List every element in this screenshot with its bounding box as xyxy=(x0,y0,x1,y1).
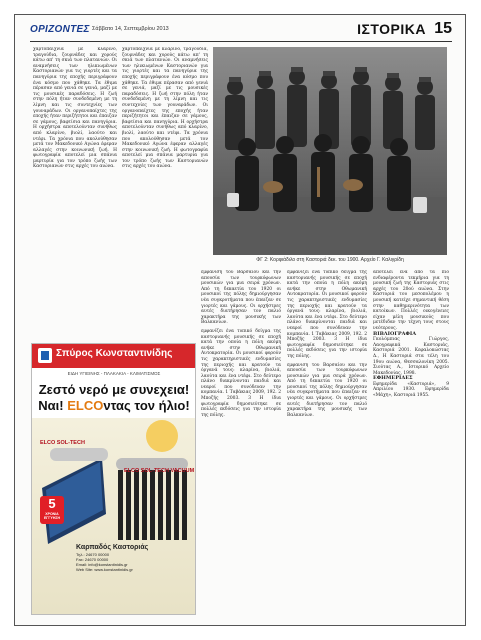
newspaper-brand: ΟΡΙΖΟΝΤΕΣ xyxy=(30,24,90,35)
article-column-3 xyxy=(287,270,367,615)
column-3-text-b: εμφανιση του Βαρσαίου και την απουσία των τουρκόφωνων μουσικών για μια σειρά χρόνων. Από τη δεκαετία του 1920 οι μουσικοί της πόλης δημιούργησαν νέα συγκροτήματα που έπαιζαν σε γιορτές και γάμους. Οι ορχήστρες αυτές διατήρησαν τον παλιό χαρακτήρα της μουσικής των Βαλκανίων. xyxy=(287,362,367,418)
article-column-2a xyxy=(122,47,208,337)
contact-web: Web Site: www.konstantinidis.gr xyxy=(76,567,133,572)
article-column-4 xyxy=(373,270,449,615)
advert-brand: Σπύρος Κωνσταντινίδης xyxy=(56,348,173,359)
column-4-text: αποτελεί ένα από τα πιο ενδιαφέροντα τεκμήρια για τη μουσική ζωή της Καστοριάς στις αρχές του 20ού αιώνα. Στην Καστοριά του μεσοπολέμου η μουσική κατείχε σημαντική θέση στην καθημερινότητα των κατοίκων. Πολλές οικογένειες είχαν μέλη μουσικούς που μετέδιδαν την τέχνη τους στους νεότερους. xyxy=(373,270,449,331)
column-1-text: χαρτοπαίχνια με κλαρίνο, τραγούδια, ζουρνάδες και χορούς κάτω απ' τη σκιά των πλατανιών. Οι αναμνήσεις των ηλικιωμένων Καστοριανών για τις γιορτές και τα πανηγύρια της εποχής περιγράφουν ένα κόσμο που χάθηκε. Τα έθιμα πέρασαν από γενιά σε γενιά, μαζί με τις μουσικές παραδόσεις. Η ζωή στην πόλη ήταν συνδεδεμένη με τη λίμνη και τις συντεχνίες των γουναράδων. Οι οργανοπαίχτες της εποχής ήταν περιζήτητοι και έπαιζαν σε γάμους, βαφτίσια και πανηγύρια. Η ορχήστρα αποτελούνταν συνήθως από κλαρίνο, βιολί, λαούτο και ντέφι. Τα χρόνια που ακολούθησαν μετά τον Μακεδονικό Αγώνα έφεραν αλλαγές στην κοινωνική ζωή. Η φωτογραφία αποτελεί μια σπάνια μαρτυρία για τον τρόπο ζωής των Καστοριανών στις αρχές του αιώνα. xyxy=(33,47,117,170)
brand-logo-icon xyxy=(38,348,52,363)
product-label-1: ELCO SOL-TECH xyxy=(40,440,85,446)
headline-2-brand: ELCO xyxy=(67,398,104,413)
bibliography-text: Γκολόμπιας Γιώργος, Λαογραφικά Καστοριάς, Καστοριά 2001. Κεφαλοκώστας Δ., Η Καστοριά στα τέλη του 19ου αιώνα, Θεσσαλονίκη 2005. Σιούτας Α., Ιστορικό Αρχείο Μακεδονίας, 1998. xyxy=(373,337,449,376)
solar-heater-advert xyxy=(31,343,196,615)
column-3-text: εμφανίζει ένα τυπικό δείγμα της καστοριανής μουσικής σε εποχή κατά την οποία η πόλη ακόμη ανήκε στην Οθωμανική Αυτοκρατορία. Οι μουσικοί φορούν τις χαρακτηριστικές ενδυμασίες της περιοχής και κρατούν τα όργανά τους: κλαρίνα, βιολιά, λαούτα και ένα ντέφι. Στο δεύτερο πλάνο διακρίνονται παιδιά και νεαροί που συνόδευαν την κομπανία. 1 Ταβάκιας 2009, 192. 2 Μποζής 2003. 3 Η ίδια φωτογραφία δημοσιεύτηκε σε πολλές εκδόσεις για την ιστορία της πόλης. xyxy=(287,270,367,359)
contact-title: Καρπαδός Καστοριάς xyxy=(76,544,149,551)
article-column-2 xyxy=(201,270,281,615)
warranty-years: 5 xyxy=(48,496,56,511)
warranty-badge xyxy=(40,496,64,524)
article-column-1 xyxy=(33,47,117,337)
header-rule xyxy=(30,41,452,42)
column-2-text-b: εμφανίζει ένα τυπικό δείγμα της καστοριανής μουσικής σε εποχή κατά την οποία η πόλη ακόμη ανήκε στην Οθωμανική Αυτοκρατορία. Οι μουσικοί φορούν τις χαρακτηριστικές ενδυμασίες της περιοχής και κρατούν τα όργανά τους: κλαρίνα, βιολιά, λαούτα και ένα ντέφι. Στο δεύτερο πλάνο διακρίνονται παιδιά και νεαροί που συνόδευαν την κομπανία. 1 Ταβάκιας 2009, 192. 2 Μποζής 2003. 3 Η ίδια φωτογραφία δημοσιεύτηκε σε πολλές εκδόσεις για την ιστορία της πόλης. xyxy=(201,328,281,418)
advert-headline-2 xyxy=(36,398,192,413)
headline-2-rest: ντας τον ήλιο! xyxy=(103,398,190,413)
advert-headline-1: Ζεστό νερό με συνεχεια! xyxy=(38,382,190,397)
headline-2-yes: Ναι! xyxy=(38,398,64,413)
warranty-text: ΧΡΟΝΙΑ ΕΓΓΥΗΣΗ xyxy=(43,512,61,520)
historic-photo xyxy=(213,47,447,255)
advert-banner xyxy=(32,344,195,368)
advert-tagline: ΕΙΔΗ ΥΓΙΕΙΝΗΣ - ΠΛΑΚΑΚΙΑ - ΚΛΙΜΑΤΙΣΜΟΣ xyxy=(67,371,161,376)
musicians-group-photo xyxy=(213,47,447,255)
bibliography-heading: ΒΙΒΛΙΟΓΡΑΦΙΑ xyxy=(373,330,417,337)
photo-caption: ΦΓ 2: Κορφιάδιλο στη Καστοριά δεκ. του 1900. Αρχείο Γ. Καλιγρίδη xyxy=(256,257,404,263)
contact-tel: Τηλ.: 24670 00000 xyxy=(76,552,110,557)
newspapers-text: Εφημερίδα «Καστοριά», 9 Απριλίου 1930. Εφημερίδα «Μάχη», Καστοριά 1955. xyxy=(373,381,449,399)
column-2-text: εμφανιση του Βαρσαίου και την απουσία των τουρκόφωνων μουσικών για μια σειρά χρόνων. Από τη δεκαετία του 1920 οι μουσικοί της πόλης δημιούργησαν νέα συγκροτήματα που έπαιζαν σε γιορτές και γάμους. Οι ορχήστρες αυτές διατήρησαν τον παλιό χαρακτήρα της μουσικής των Βαλκανίων. xyxy=(201,270,281,326)
column-2a-text: χαρτοπαίχνια με κλαρίνο, τραγούδια, ζουρνάδες και χορούς κάτω απ' τη σκιά των πλατανιών. Οι αναμνήσεις των ηλικιωμένων Καστοριανών για τις γιορτές και τα πανηγύρια της εποχής περιγράφουν ένα κόσμο που χάθηκε. Τα έθιμα πέρασαν από γενιά σε γενιά, μαζί με τις μουσικές παραδόσεις. Η ζωή στην πόλη ήταν συνδεδεμένη με τη λίμνη και τις συντεχνίες των γουναράδων. Οι οργανοπαίχτες της εποχής ήταν περιζήτητοι και έπαιζαν σε γάμους, βαφτίσια και πανηγύρια. Η ορχήστρα αποτελούνταν συνήθως από κλαρίνο, βιολί, λαούτο και ντέφι. Τα χρόνια που ακολούθησαν μετά τον Μακεδονικό Αγώνα έφεραν αλλαγές στην κοινωνική ζωή. Η φωτογραφία αποτελεί μια σπάνια μαρτυρία για τον τρόπο ζωής των Καστοριανών στις αρχές του αιώνα. xyxy=(122,47,208,170)
contact-fax: Fax: 24670 00000 xyxy=(76,557,109,562)
newspapers-heading: ΕΦΗΜΕΡΙΔΕΣ xyxy=(373,375,413,382)
section-title: ΙΣΤΟΡΙΚΑ xyxy=(357,21,426,37)
product-label-2: ELCO SOL-TECH VACUUM xyxy=(124,468,195,474)
page-header xyxy=(30,20,452,40)
page-number: 15 xyxy=(434,20,452,37)
contact-email: Email: info@konstantinidis.gr xyxy=(76,562,128,567)
advert-contact xyxy=(76,544,188,572)
issue-date: Σάββατο 14, Σεπτεμβρίου 2013 xyxy=(92,26,169,32)
